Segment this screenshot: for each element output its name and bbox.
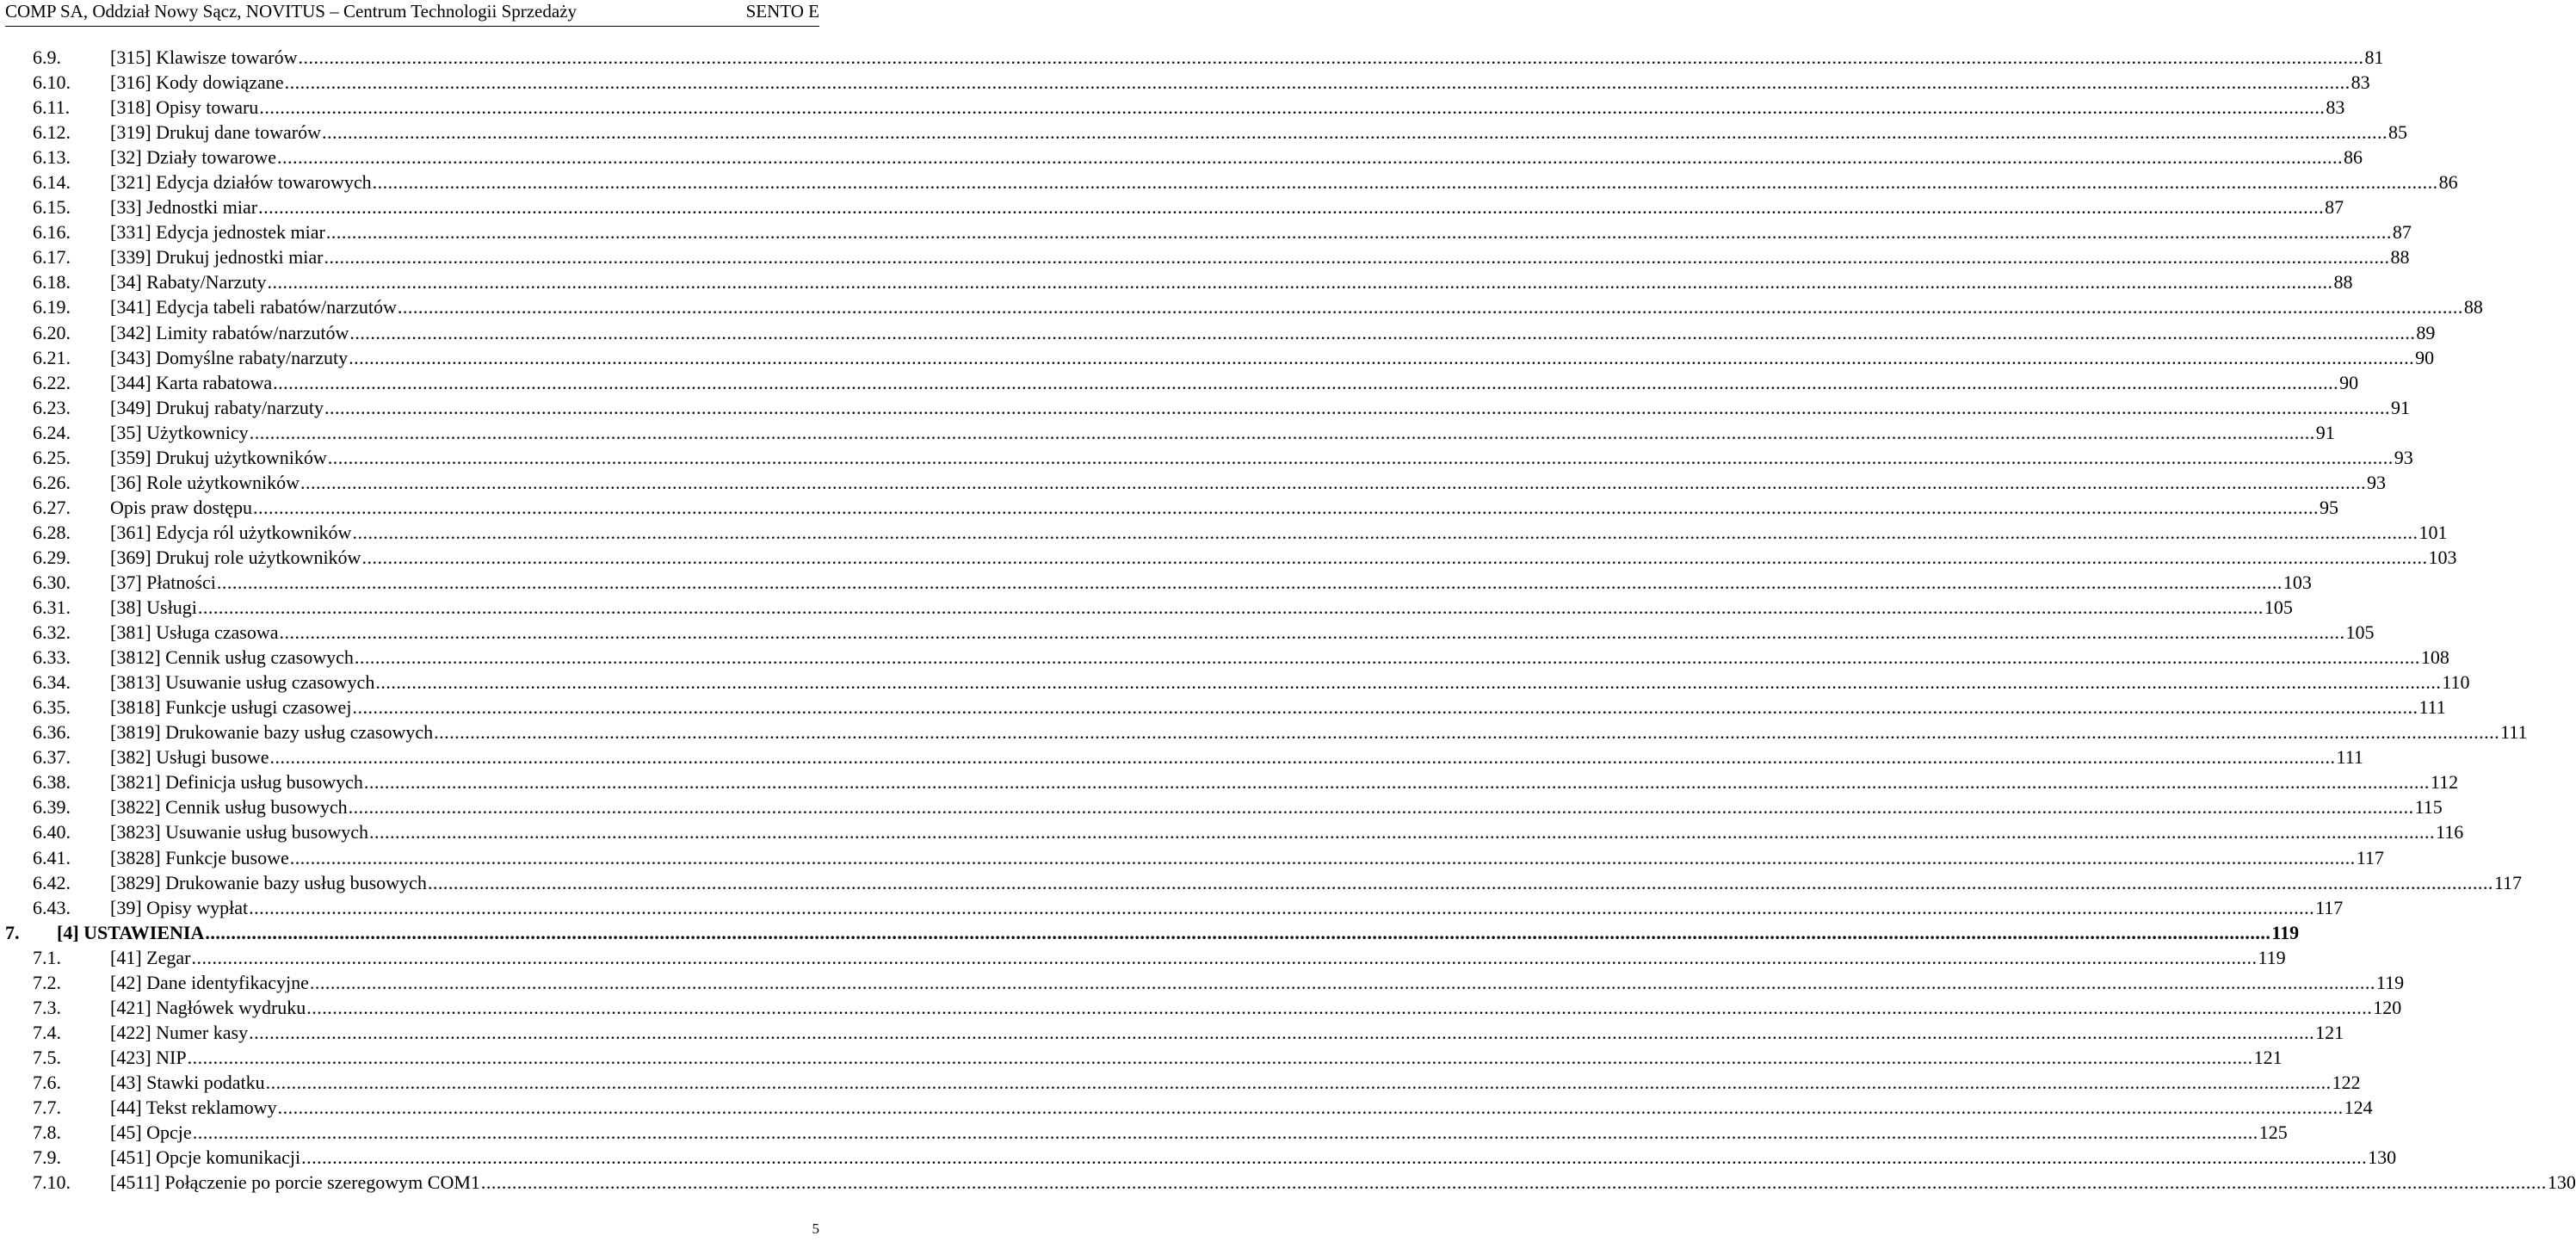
toc-entry-title: [451] Opcje komunikacji — [110, 1146, 301, 1169]
toc-entry-title: [36] Role użytkowników — [110, 471, 300, 493]
toc-dot-leader: ................................................................................................................................................................................................................................................................................................................................................................................................................ — [289, 846, 2356, 868]
toc-entry-number: 7.10. — [33, 1171, 71, 1194]
header-product: SENTO E — [745, 1, 819, 22]
toc-section-row[interactable] — [0, 495, 2338, 520]
toc-entry-page: 87 — [2392, 221, 2412, 244]
toc-section-row[interactable] — [0, 995, 2402, 1020]
toc-section-row[interactable] — [0, 170, 2458, 195]
toc-dot-leader: ................................................................................................................................................................................................................................................................................................................................................................................................................ — [249, 421, 2315, 443]
toc-entry-title: [315] Klawisze towarów — [110, 46, 298, 68]
toc-entry-link[interactable] — [110, 1045, 2283, 1070]
toc-entry-link[interactable] — [110, 945, 2286, 970]
toc-entry-title: [341] Edycja tabeli rabatów/narzutów — [110, 296, 397, 318]
toc-entry-link[interactable] — [110, 1095, 2373, 1120]
toc-entry-number: 6.24. — [33, 421, 71, 443]
toc-section-row[interactable] — [0, 945, 2286, 970]
toc-entry-link[interactable] — [110, 995, 2402, 1020]
toc-entry-title: [361] Edycja ról użytkowników — [110, 521, 352, 543]
toc-entry-page: 124 — [2344, 1096, 2373, 1118]
toc-section-row[interactable] — [0, 769, 2459, 794]
toc-entry-link[interactable] — [110, 1145, 2397, 1170]
toc-section-row[interactable] — [0, 819, 2464, 844]
toc-entry-link[interactable] — [110, 320, 2436, 345]
toc-entry-link[interactable] — [110, 294, 2483, 319]
toc-entry-number: 7.1. — [33, 946, 61, 968]
toc-entry-title: [349] Drukuj rabaty/narzuty — [110, 396, 324, 418]
toc-entry-number: 6.39. — [33, 796, 71, 819]
toc-entry-number: 6.41. — [33, 846, 71, 868]
toc-entry-link[interactable] — [110, 219, 2412, 244]
toc-entry-link[interactable] — [110, 695, 2446, 720]
toc-entry-page: 89 — [2416, 321, 2436, 343]
toc-entry-link[interactable] — [110, 470, 2386, 495]
toc-entry-number: 6.14. — [33, 171, 71, 194]
toc-entry-page: 120 — [2373, 996, 2402, 1018]
toc-entry-page: 115 — [2414, 796, 2443, 819]
toc-entry-number: 6.37. — [33, 746, 71, 769]
toc-entry-title: [42] Dane identyfikacyjne — [110, 971, 309, 993]
toc-dot-leader: ................................................................................................................................................................................................................................................................................................................................................................................................................ — [205, 921, 2271, 943]
toc-entry-link[interactable] — [110, 195, 2344, 219]
toc-section-row[interactable] — [0, 244, 2410, 269]
toc-entry-number: 6.26. — [33, 471, 71, 493]
toc-section-row[interactable] — [0, 794, 2443, 819]
toc-dot-leader: ................................................................................................................................................................................................................................................................................................................................................................................................................ — [265, 1071, 2332, 1093]
toc-entry-link[interactable] — [57, 920, 2300, 945]
toc-entry-number: 6.29. — [33, 546, 71, 568]
toc-entry-title: [34] Rabaty/Narzuty — [110, 271, 267, 294]
toc-entry-title: [382] Usługi busowe — [110, 746, 269, 769]
toc-entry-title: [4511] Połączenie po porcie szeregowym COM1 — [110, 1171, 480, 1194]
toc-entry-link[interactable] — [110, 870, 2522, 895]
toc-dot-leader: ................................................................................................................................................................................................................................................................................................................................................................................................................ — [324, 246, 2390, 269]
toc-section-row[interactable] — [0, 1095, 2373, 1120]
toc-dot-leader: ................................................................................................................................................................................................................................................................................................................................................................................................................ — [279, 621, 2345, 644]
toc-entry-number: 6.20. — [33, 321, 71, 343]
toc-entry-title: [321] Edycja działów towarowych — [110, 171, 372, 194]
toc-entry-title: [3818] Funkcje usługi czasowej — [110, 696, 352, 719]
toc-entry-page: 122 — [2332, 1071, 2361, 1093]
toc-entry-number: 6.11. — [33, 96, 71, 119]
toc-entry-number: 7.5. — [33, 1046, 61, 1068]
toc-dot-leader: ................................................................................................................................................................................................................................................................................................................................................................................................................ — [480, 1171, 2547, 1194]
toc-dot-leader: ................................................................................................................................................................................................................................................................................................................................................................................................................ — [249, 896, 2315, 918]
toc-entry-number: 6.10. — [33, 71, 71, 94]
toc-dot-leader: ................................................................................................................................................................................................................................................................................................................................................................................................................ — [325, 221, 2392, 244]
toc-entry-page: 125 — [2258, 1122, 2288, 1144]
toc-entry-number: 6.22. — [33, 371, 71, 393]
toc-entry-title: [421] Nagłówek wydruku — [110, 996, 306, 1018]
toc-dot-leader: ................................................................................................................................................................................................................................................................................................................................................................................................................ — [372, 171, 2438, 194]
toc-dot-leader: ................................................................................................................................................................................................................................................................................................................................................................................................................ — [306, 996, 2373, 1018]
toc-entry-number: 6.17. — [33, 246, 71, 269]
toc-section-row[interactable] — [0, 1070, 2361, 1095]
toc-entry-title: [4] USTAWIENIA — [57, 921, 205, 943]
toc-entry-title: [344] Karta rabatowa — [110, 371, 273, 393]
toc-entry-number: 6.38. — [33, 771, 71, 794]
toc-entry-link[interactable] — [110, 120, 2407, 145]
toc-entry-title: [319] Drukuj dane towarów — [110, 121, 321, 144]
toc-entry-title: [369] Drukuj role użytkowników — [110, 546, 361, 568]
toc-entry-link[interactable] — [110, 370, 2359, 395]
toc-entry-page: 119 — [2375, 971, 2405, 993]
toc-entry-title: [3823] Usuwanie usług busowych — [110, 821, 369, 843]
toc-dot-leader: ................................................................................................................................................................................................................................................................................................................................................................................................................ — [300, 471, 2366, 493]
toc-entry-link[interactable] — [110, 570, 2312, 595]
toc-entry-title: [3812] Cennik usług czasowych — [110, 646, 354, 669]
toc-section-row[interactable] — [0, 120, 2407, 145]
toc-section-row[interactable] — [0, 95, 2345, 120]
toc-dot-leader: ................................................................................................................................................................................................................................................................................................................................................................................................................ — [277, 146, 2344, 169]
toc-entry-link[interactable] — [110, 1120, 2288, 1145]
toc-entry-title: [43] Stawki podatku — [110, 1071, 265, 1093]
toc-entry-title: [422] Numer kasy — [110, 1021, 249, 1043]
toc-entry-number: 6.18. — [33, 271, 71, 294]
toc-dot-leader: ................................................................................................................................................................................................................................................................................................................................................................................................................ — [348, 796, 2414, 819]
page-header — [5, 0, 819, 27]
toc-dot-leader: ................................................................................................................................................................................................................................................................................................................................................................................................................ — [361, 546, 2428, 568]
toc-entry-number: 6.40. — [33, 821, 71, 843]
toc-section-row[interactable] — [0, 1020, 2344, 1045]
toc-dot-leader: ................................................................................................................................................................................................................................................................................................................................................................................................................ — [267, 271, 2333, 294]
toc-entry-page: 103 — [2283, 571, 2312, 593]
toc-entry-link[interactable] — [110, 345, 2435, 370]
toc-entry-number: 6.34. — [33, 671, 71, 694]
toc-entry-page: 108 — [2420, 646, 2449, 669]
toc-entry-number: 6.21. — [33, 346, 71, 368]
toc-entry-link[interactable] — [110, 445, 2413, 470]
toc-entry-page: 88 — [2333, 271, 2353, 294]
toc-entry-link[interactable] — [110, 620, 2375, 645]
toc-entry-number: 7. — [5, 921, 20, 943]
toc-entry-title: [39] Opisy wypłat — [110, 896, 249, 918]
toc-dot-leader: ................................................................................................................................................................................................................................................................................................................................................................................................................ — [301, 1146, 2368, 1169]
toc-entry-number: 6.43. — [33, 896, 71, 918]
toc-section-row[interactable] — [0, 970, 2405, 995]
toc-entry-page: 90 — [2339, 371, 2359, 393]
toc-entry-page: 93 — [2394, 446, 2413, 468]
toc-entry-number: 6.31. — [33, 596, 71, 619]
toc-entry-link[interactable] — [110, 145, 2363, 170]
toc-dot-leader: ................................................................................................................................................................................................................................................................................................................................................................................................................ — [192, 1122, 2258, 1144]
toc-entry-link[interactable] — [110, 520, 2448, 545]
toc-entry-title: [359] Drukuj użytkowników — [110, 446, 327, 468]
toc-entry-title: [3813] Usuwanie usług czasowych — [110, 671, 375, 694]
toc-entry-link[interactable] — [110, 769, 2459, 794]
toc-dot-leader: ................................................................................................................................................................................................................................................................................................................................................................................................................ — [216, 571, 2283, 593]
toc-section-row[interactable] — [0, 595, 2293, 620]
toc-dot-leader: ................................................................................................................................................................................................................................................................................................................................................................................................................ — [349, 346, 2415, 368]
toc-section-row[interactable] — [0, 670, 2470, 695]
toc-entry-page: 88 — [2390, 246, 2410, 269]
toc-section-row[interactable] — [0, 420, 2335, 445]
toc-entry-page: 117 — [2356, 846, 2384, 868]
toc-entry-page: 85 — [2388, 121, 2407, 144]
toc-section-row[interactable] — [0, 645, 2449, 670]
toc-entry-number: 7.8. — [33, 1122, 61, 1144]
toc-entry-page: 130 — [2547, 1171, 2576, 1194]
toc-entry-page: 111 — [2500, 721, 2528, 744]
toc-entry-page: 83 — [2326, 96, 2345, 119]
toc-dot-leader: ................................................................................................................................................................................................................................................................................................................................................................................................................ — [309, 971, 2375, 993]
toc-entry-title: [35] Użytkownicy — [110, 421, 249, 443]
toc-chapter-row[interactable] — [0, 920, 2300, 945]
toc-entry-number: 6.42. — [33, 871, 71, 893]
toc-entry-link[interactable] — [110, 595, 2293, 620]
toc-section-row[interactable] — [0, 320, 2436, 345]
toc-entry-page: 105 — [2345, 621, 2375, 644]
toc-dot-leader: ................................................................................................................................................................................................................................................................................................................................................................................................................ — [298, 46, 2364, 68]
toc-section-row[interactable] — [0, 845, 2384, 870]
toc-entry-page: 101 — [2418, 521, 2448, 543]
toc-section-row[interactable] — [0, 570, 2312, 595]
table-of-contents — [0, 45, 2576, 1195]
toc-entry-title: Opis praw dostępu — [110, 496, 252, 518]
toc-entry-link[interactable] — [110, 745, 2363, 769]
toc-section-row[interactable] — [0, 294, 2483, 319]
toc-dot-leader: ................................................................................................................................................................................................................................................................................................................................................................................................................ — [397, 296, 2463, 318]
toc-section-row[interactable] — [0, 395, 2411, 420]
toc-dot-leader: ................................................................................................................................................................................................................................................................................................................................................................................................................ — [277, 1096, 2344, 1118]
toc-dot-leader: ................................................................................................................................................................................................................................................................................................................................................................................................................ — [273, 371, 2339, 393]
toc-entry-page: 111 — [2336, 746, 2363, 769]
toc-entry-link[interactable] — [110, 244, 2410, 269]
toc-dot-leader: ................................................................................................................................................................................................................................................................................................................................................................................................................ — [349, 321, 2416, 343]
toc-entry-title: [44] Tekst reklamowy — [110, 1096, 277, 1118]
toc-dot-leader: ................................................................................................................................................................................................................................................................................................................................................................................................................ — [434, 721, 2500, 744]
toc-dot-leader: ................................................................................................................................................................................................................................................................................................................................................................................................................ — [258, 196, 2325, 219]
toc-section-row[interactable] — [0, 345, 2435, 370]
toc-entry-link[interactable] — [110, 895, 2344, 920]
toc-entry-page: 119 — [2271, 921, 2300, 943]
toc-entry-number: 6.30. — [33, 571, 71, 593]
toc-entry-page: 112 — [2430, 771, 2459, 794]
toc-entry-page: 95 — [2319, 496, 2338, 518]
toc-entry-number: 6.36. — [33, 721, 71, 744]
toc-entry-link[interactable] — [110, 1070, 2361, 1095]
toc-dot-leader: ................................................................................................................................................................................................................................................................................................................................................................................................................ — [191, 946, 2258, 968]
toc-entry-title: [342] Limity rabatów/narzutów — [110, 321, 349, 343]
toc-section-row[interactable] — [0, 1170, 2576, 1195]
toc-entry-page: 86 — [2344, 146, 2363, 169]
toc-entry-page: 116 — [2436, 821, 2464, 843]
toc-section-row[interactable] — [0, 445, 2413, 470]
toc-entry-link[interactable] — [110, 495, 2338, 520]
toc-entry-page: 121 — [2253, 1046, 2283, 1068]
toc-entry-link[interactable] — [110, 720, 2528, 745]
toc-entry-link[interactable] — [110, 645, 2449, 670]
toc-section-row[interactable] — [0, 219, 2412, 244]
toc-section-row[interactable] — [0, 1120, 2288, 1145]
toc-entry-link[interactable] — [110, 794, 2443, 819]
toc-entry-title: [37] Płatności — [110, 571, 216, 593]
toc-entry-number: 6.13. — [33, 146, 71, 169]
toc-entry-link[interactable] — [110, 970, 2405, 995]
toc-entry-number: 6.16. — [33, 221, 71, 244]
toc-section-row[interactable] — [0, 545, 2457, 570]
toc-entry-page: 105 — [2264, 596, 2293, 619]
toc-entry-link[interactable] — [110, 420, 2335, 445]
toc-section-row[interactable] — [0, 745, 2363, 769]
toc-entry-link[interactable] — [110, 670, 2470, 695]
toc-section-row[interactable] — [0, 45, 2384, 70]
toc-section-row[interactable] — [0, 1145, 2397, 1170]
toc-entry-number: 6.15. — [33, 196, 71, 219]
toc-entry-link[interactable] — [110, 70, 2370, 95]
toc-entry-title: [33] Jednostki miar — [110, 196, 258, 219]
toc-entry-page: 93 — [2366, 471, 2386, 493]
toc-section-row[interactable] — [0, 370, 2359, 395]
toc-entry-title: [339] Drukuj jednostki miar — [110, 246, 324, 269]
toc-entry-title: [331] Edycja jednostek miar — [110, 221, 325, 244]
toc-entry-number: 6.12. — [33, 121, 71, 144]
toc-section-row[interactable] — [0, 145, 2363, 170]
toc-entry-number: 7.9. — [33, 1146, 61, 1169]
toc-entry-number: 7.2. — [33, 971, 61, 993]
toc-dot-leader: ................................................................................................................................................................................................................................................................................................................................................................................................................ — [369, 821, 2436, 843]
toc-section-row[interactable] — [0, 720, 2528, 745]
toc-entry-link[interactable] — [110, 170, 2458, 195]
toc-entry-page: 91 — [2391, 396, 2411, 418]
toc-entry-page: 117 — [2493, 871, 2522, 893]
toc-entry-title: [423] NIP — [110, 1046, 187, 1068]
toc-entry-link[interactable] — [110, 819, 2464, 844]
toc-section-row[interactable] — [0, 195, 2344, 219]
toc-entry-page: 81 — [2364, 46, 2384, 68]
toc-dot-leader: ................................................................................................................................................................................................................................................................................................................................................................................................................ — [327, 446, 2394, 468]
toc-dot-leader: ................................................................................................................................................................................................................................................................................................................................................................................................................ — [322, 121, 2388, 144]
toc-entry-number: 6.28. — [33, 521, 71, 543]
toc-entry-link[interactable] — [110, 845, 2384, 870]
toc-entry-link[interactable] — [110, 395, 2411, 420]
toc-entry-number: 6.32. — [33, 621, 71, 644]
toc-entry-title: [343] Domyślne rabaty/narzuty — [110, 346, 349, 368]
toc-entry-title: [38] Usługi — [110, 596, 197, 619]
toc-entry-number: 6.19. — [33, 296, 71, 318]
toc-entry-page: 86 — [2438, 171, 2458, 194]
toc-entry-link[interactable] — [110, 545, 2457, 570]
toc-entry-number: 6.27. — [33, 496, 71, 518]
toc-entry-title: [381] Usługa czasowa — [110, 621, 279, 644]
header-company: COMP SA, Oddział Nowy Sącz, NOVITUS – Centrum Technologii Sprzedaży — [5, 1, 578, 22]
toc-entry-link[interactable] — [110, 95, 2345, 120]
toc-entry-link[interactable] — [110, 1020, 2344, 1045]
toc-dot-leader: ................................................................................................................................................................................................................................................................................................................................................................................................................ — [284, 71, 2351, 94]
toc-section-row[interactable] — [0, 695, 2446, 720]
toc-dot-leader: ................................................................................................................................................................................................................................................................................................................................................................................................................ — [352, 696, 2418, 719]
toc-entry-number: 7.3. — [33, 996, 61, 1018]
toc-entry-page: 103 — [2428, 546, 2457, 568]
toc-entry-number: 6.23. — [33, 396, 71, 418]
toc-section-row[interactable] — [0, 470, 2386, 495]
toc-entry-page: 121 — [2315, 1021, 2344, 1043]
toc-section-row[interactable] — [0, 1045, 2283, 1070]
toc-entry-number: 6.9. — [33, 46, 61, 68]
toc-dot-leader: ................................................................................................................................................................................................................................................................................................................................................................................................................ — [269, 746, 2336, 769]
toc-entry-link[interactable] — [110, 269, 2353, 294]
toc-entry-page: 111 — [2418, 696, 2446, 719]
toc-dot-leader: ................................................................................................................................................................................................................................................................................................................................................................................................................ — [375, 671, 2442, 694]
toc-dot-leader: ................................................................................................................................................................................................................................................................................................................................................................................................................ — [249, 1021, 2315, 1043]
toc-entry-page: 110 — [2442, 671, 2470, 694]
toc-entry-title: [316] Kody dowiązane — [110, 71, 284, 94]
toc-section-row[interactable] — [0, 895, 2344, 920]
toc-entry-number: 7.7. — [33, 1096, 61, 1118]
toc-entry-title: [3828] Funkcje busowe — [110, 846, 289, 868]
toc-entry-page: 88 — [2463, 296, 2483, 318]
toc-entry-title: [3829] Drukowanie bazy usług busowych — [110, 871, 427, 893]
toc-entry-title: [3819] Drukowanie bazy usług czasowych — [110, 721, 434, 744]
toc-section-row[interactable] — [0, 70, 2370, 95]
toc-dot-leader: ................................................................................................................................................................................................................................................................................................................................................................................................................ — [352, 521, 2418, 543]
toc-dot-leader: ................................................................................................................................................................................................................................................................................................................................................................................................................ — [427, 871, 2493, 893]
page-number: 5 — [812, 1220, 819, 1237]
toc-entry-title: [45] Opcje — [110, 1122, 192, 1144]
toc-entry-title: [32] Działy towarowe — [110, 146, 277, 169]
toc-entry-page: 90 — [2415, 346, 2435, 368]
toc-entry-number: 6.33. — [33, 646, 71, 669]
toc-section-row[interactable] — [0, 620, 2375, 645]
toc-dot-leader: ................................................................................................................................................................................................................................................................................................................................................................................................................ — [259, 96, 2326, 119]
toc-section-row[interactable] — [0, 520, 2448, 545]
toc-entry-link[interactable] — [110, 1170, 2576, 1195]
toc-entry-title: [3822] Cennik usług busowych — [110, 796, 348, 819]
toc-entry-page: 130 — [2368, 1146, 2397, 1169]
toc-entry-title: [318] Opisy towaru — [110, 96, 259, 119]
toc-dot-leader: ................................................................................................................................................................................................................................................................................................................................................................................................................ — [252, 496, 2319, 518]
toc-entry-title: [41] Zegar — [110, 946, 191, 968]
toc-entry-page: 87 — [2325, 196, 2344, 219]
toc-entry-number: 6.25. — [33, 446, 71, 468]
toc-entry-title: [3821] Definicja usług busowych — [110, 771, 363, 794]
toc-section-row[interactable] — [0, 269, 2353, 294]
toc-dot-leader: ................................................................................................................................................................................................................................................................................................................................................................................................................ — [363, 771, 2430, 794]
toc-entry-page: 83 — [2351, 71, 2370, 94]
toc-entry-page: 117 — [2315, 896, 2344, 918]
toc-entry-number: 7.4. — [33, 1021, 61, 1043]
toc-dot-leader: ................................................................................................................................................................................................................................................................................................................................................................................................................ — [197, 596, 2264, 619]
toc-dot-leader: ................................................................................................................................................................................................................................................................................................................................................................................................................ — [187, 1046, 2253, 1068]
toc-section-row[interactable] — [0, 870, 2522, 895]
toc-entry-number: 7.6. — [33, 1071, 61, 1093]
toc-entry-number: 6.35. — [33, 696, 71, 719]
toc-entry-page: 119 — [2258, 946, 2286, 968]
toc-dot-leader: ................................................................................................................................................................................................................................................................................................................................................................................................................ — [324, 396, 2391, 418]
toc-entry-page: 91 — [2315, 421, 2335, 443]
toc-entry-link[interactable] — [110, 45, 2384, 70]
toc-dot-leader: ................................................................................................................................................................................................................................................................................................................................................................................................................ — [354, 646, 2420, 669]
